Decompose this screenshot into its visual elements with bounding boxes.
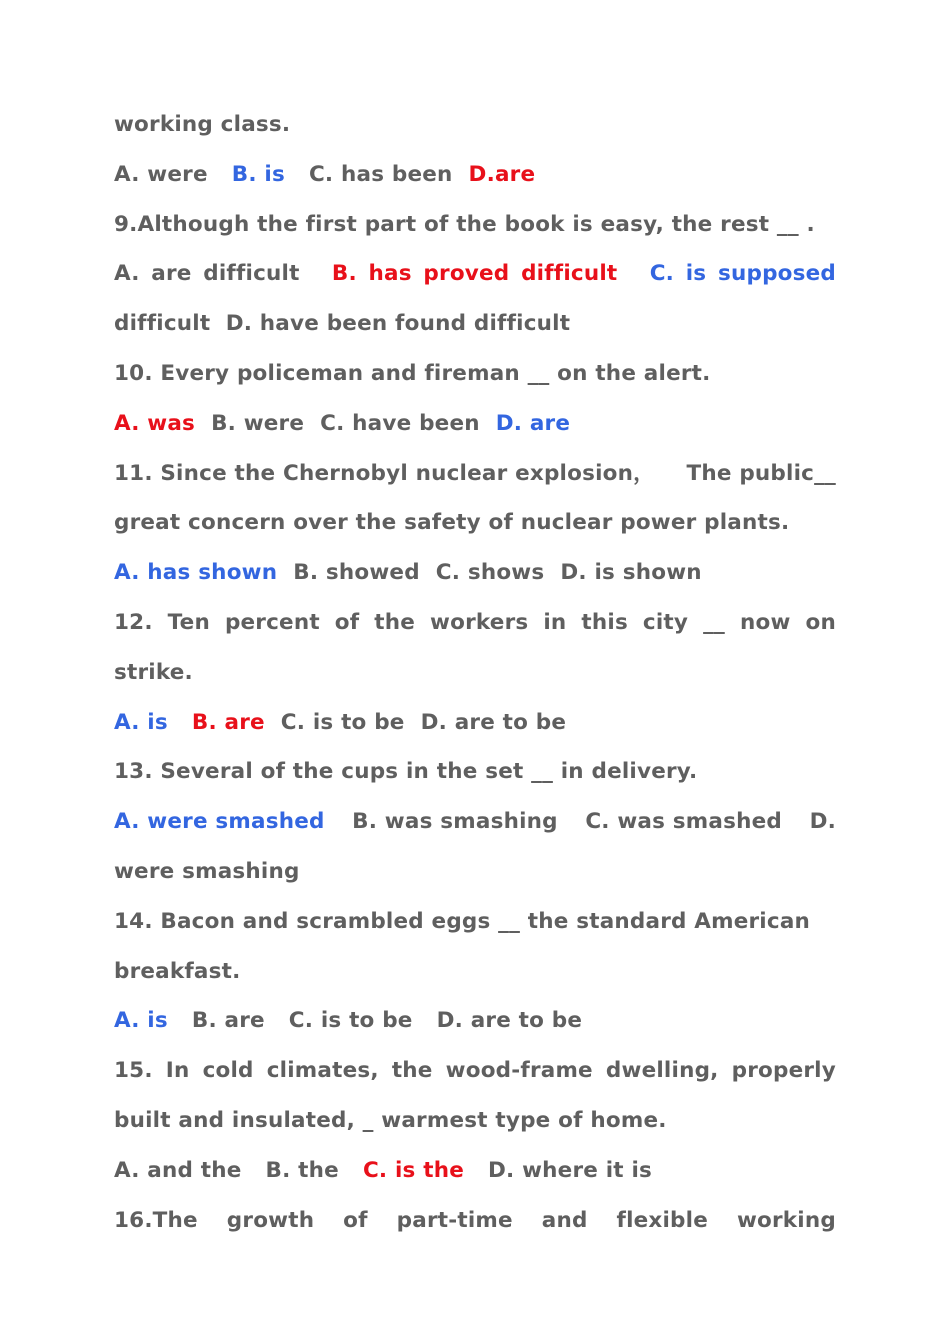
question-11-stem [114,449,836,499]
stem-word: 15. [114,1058,153,1084]
stem-word: climates, [266,1058,379,1084]
question-12-stem-cont [114,648,836,698]
stem-word: 12. [114,609,153,635]
stem-word: of [343,1207,368,1233]
stem-word: __ [703,609,726,635]
question-11-stem-cont [114,498,836,548]
stem-text: working class. [114,112,291,137]
question-9-options [114,249,836,299]
question-13-options [114,797,836,847]
options-text: difficult D. have been found difficult [114,311,571,337]
option-b: B. showed [293,560,420,586]
stem-word: 16.The [114,1207,198,1233]
question-15-options [114,1146,836,1196]
stem-word: In [165,1058,190,1084]
option-a: A. has shown [114,560,278,586]
stem-word: workers [430,609,529,635]
option-d: D. are [495,410,571,436]
stem-text: 9.Although the first part of the book is easy, the rest __ . [114,211,815,237]
stem-word: working [736,1207,836,1233]
option-a: A. is [114,709,168,735]
stem-word: on [805,609,836,635]
option-a: A. were smashed [114,809,325,835]
document-page [114,100,836,1245]
stem-word: the [374,609,416,635]
question-10-stem [114,349,836,399]
option-b: B. were [211,410,305,436]
option-c: C. have been [320,410,480,436]
stem-word: wood-frame [445,1058,593,1084]
stem-text: 14. Bacon and scrambled eggs __ the standard American [114,908,811,934]
question-8-options [114,150,836,200]
option-c: C. shows [435,560,545,586]
question-16-stem [114,1196,836,1246]
option-b: B. has proved difficult [331,261,618,287]
option-b: B. are [191,1008,265,1034]
stem-word: growth [226,1207,315,1233]
option-b: B. the [265,1157,339,1183]
stem-text-end: The public__ [686,460,836,486]
option-b: B. was smashing [352,809,558,835]
stem-word: the [391,1058,433,1084]
options-text: were smashing [114,858,300,884]
option-b: B. is [231,161,285,187]
option-d: D. [809,809,836,835]
stem-text: strike. [114,659,193,685]
option-a: A. were [114,161,208,187]
stem-word: now [739,609,791,635]
option-c: C. has been [308,161,453,187]
question-13-options-cont [114,847,836,897]
stem-text: built and insulated, _ warmest type of home. [114,1107,667,1133]
question-14-options [114,996,836,1046]
option-d: D. where it is [488,1157,653,1183]
stem-word: city [642,609,689,635]
option-d: D. are to be [436,1008,583,1034]
option-d: D.are [468,161,536,187]
question-9-stem [114,200,836,250]
question-11-options [114,548,836,598]
stem-word: flexible [616,1207,708,1233]
option-c: C. is to be [288,1008,413,1034]
stem-text: 11. Since the Chernobyl nuclear explosion， [114,460,655,486]
option-c: C. is supposed [649,261,836,287]
stem-word: cold [202,1058,254,1084]
question-12-options [114,698,836,748]
stem-word: percent [224,609,320,635]
option-a: A. is [114,1008,168,1034]
stem-word: part-time [396,1207,513,1233]
option-d: D. is shown [560,560,702,586]
option-c: C. is the [362,1157,465,1183]
question-14-stem-cont [114,947,836,997]
stem-word: in [543,609,567,635]
option-c: C. was smashed [585,809,782,835]
option-b: B. are [191,709,265,735]
stem-word: and [541,1207,588,1233]
question-9-options-cont [114,299,836,349]
stem-text: great concern over the safety of nuclear power plants. [114,510,790,536]
stem-word: properly [731,1058,836,1084]
question-12-stem [114,598,836,648]
question-8-stem-end [114,100,836,150]
option-a: A. are difficult [114,261,300,287]
stem-text: 10. Every policeman and fireman __ on the alert. [114,360,711,386]
stem-word: this [581,609,628,635]
question-15-stem [114,1046,836,1096]
stem-text: breakfast. [114,958,241,984]
stem-text: 13. Several of the cups in the set __ in delivery. [114,759,698,785]
stem-word: dwelling, [605,1058,719,1084]
question-14-stem [114,897,836,947]
option-d: D. are to be [420,709,567,735]
option-a: A. and the [114,1157,242,1183]
stem-word: of [334,609,360,635]
option-c: C. is to be [280,709,405,735]
question-13-stem [114,747,836,797]
question-15-stem-cont [114,1096,836,1146]
question-10-options [114,399,836,449]
option-a: A. was [114,410,196,436]
stem-word: Ten [167,609,210,635]
